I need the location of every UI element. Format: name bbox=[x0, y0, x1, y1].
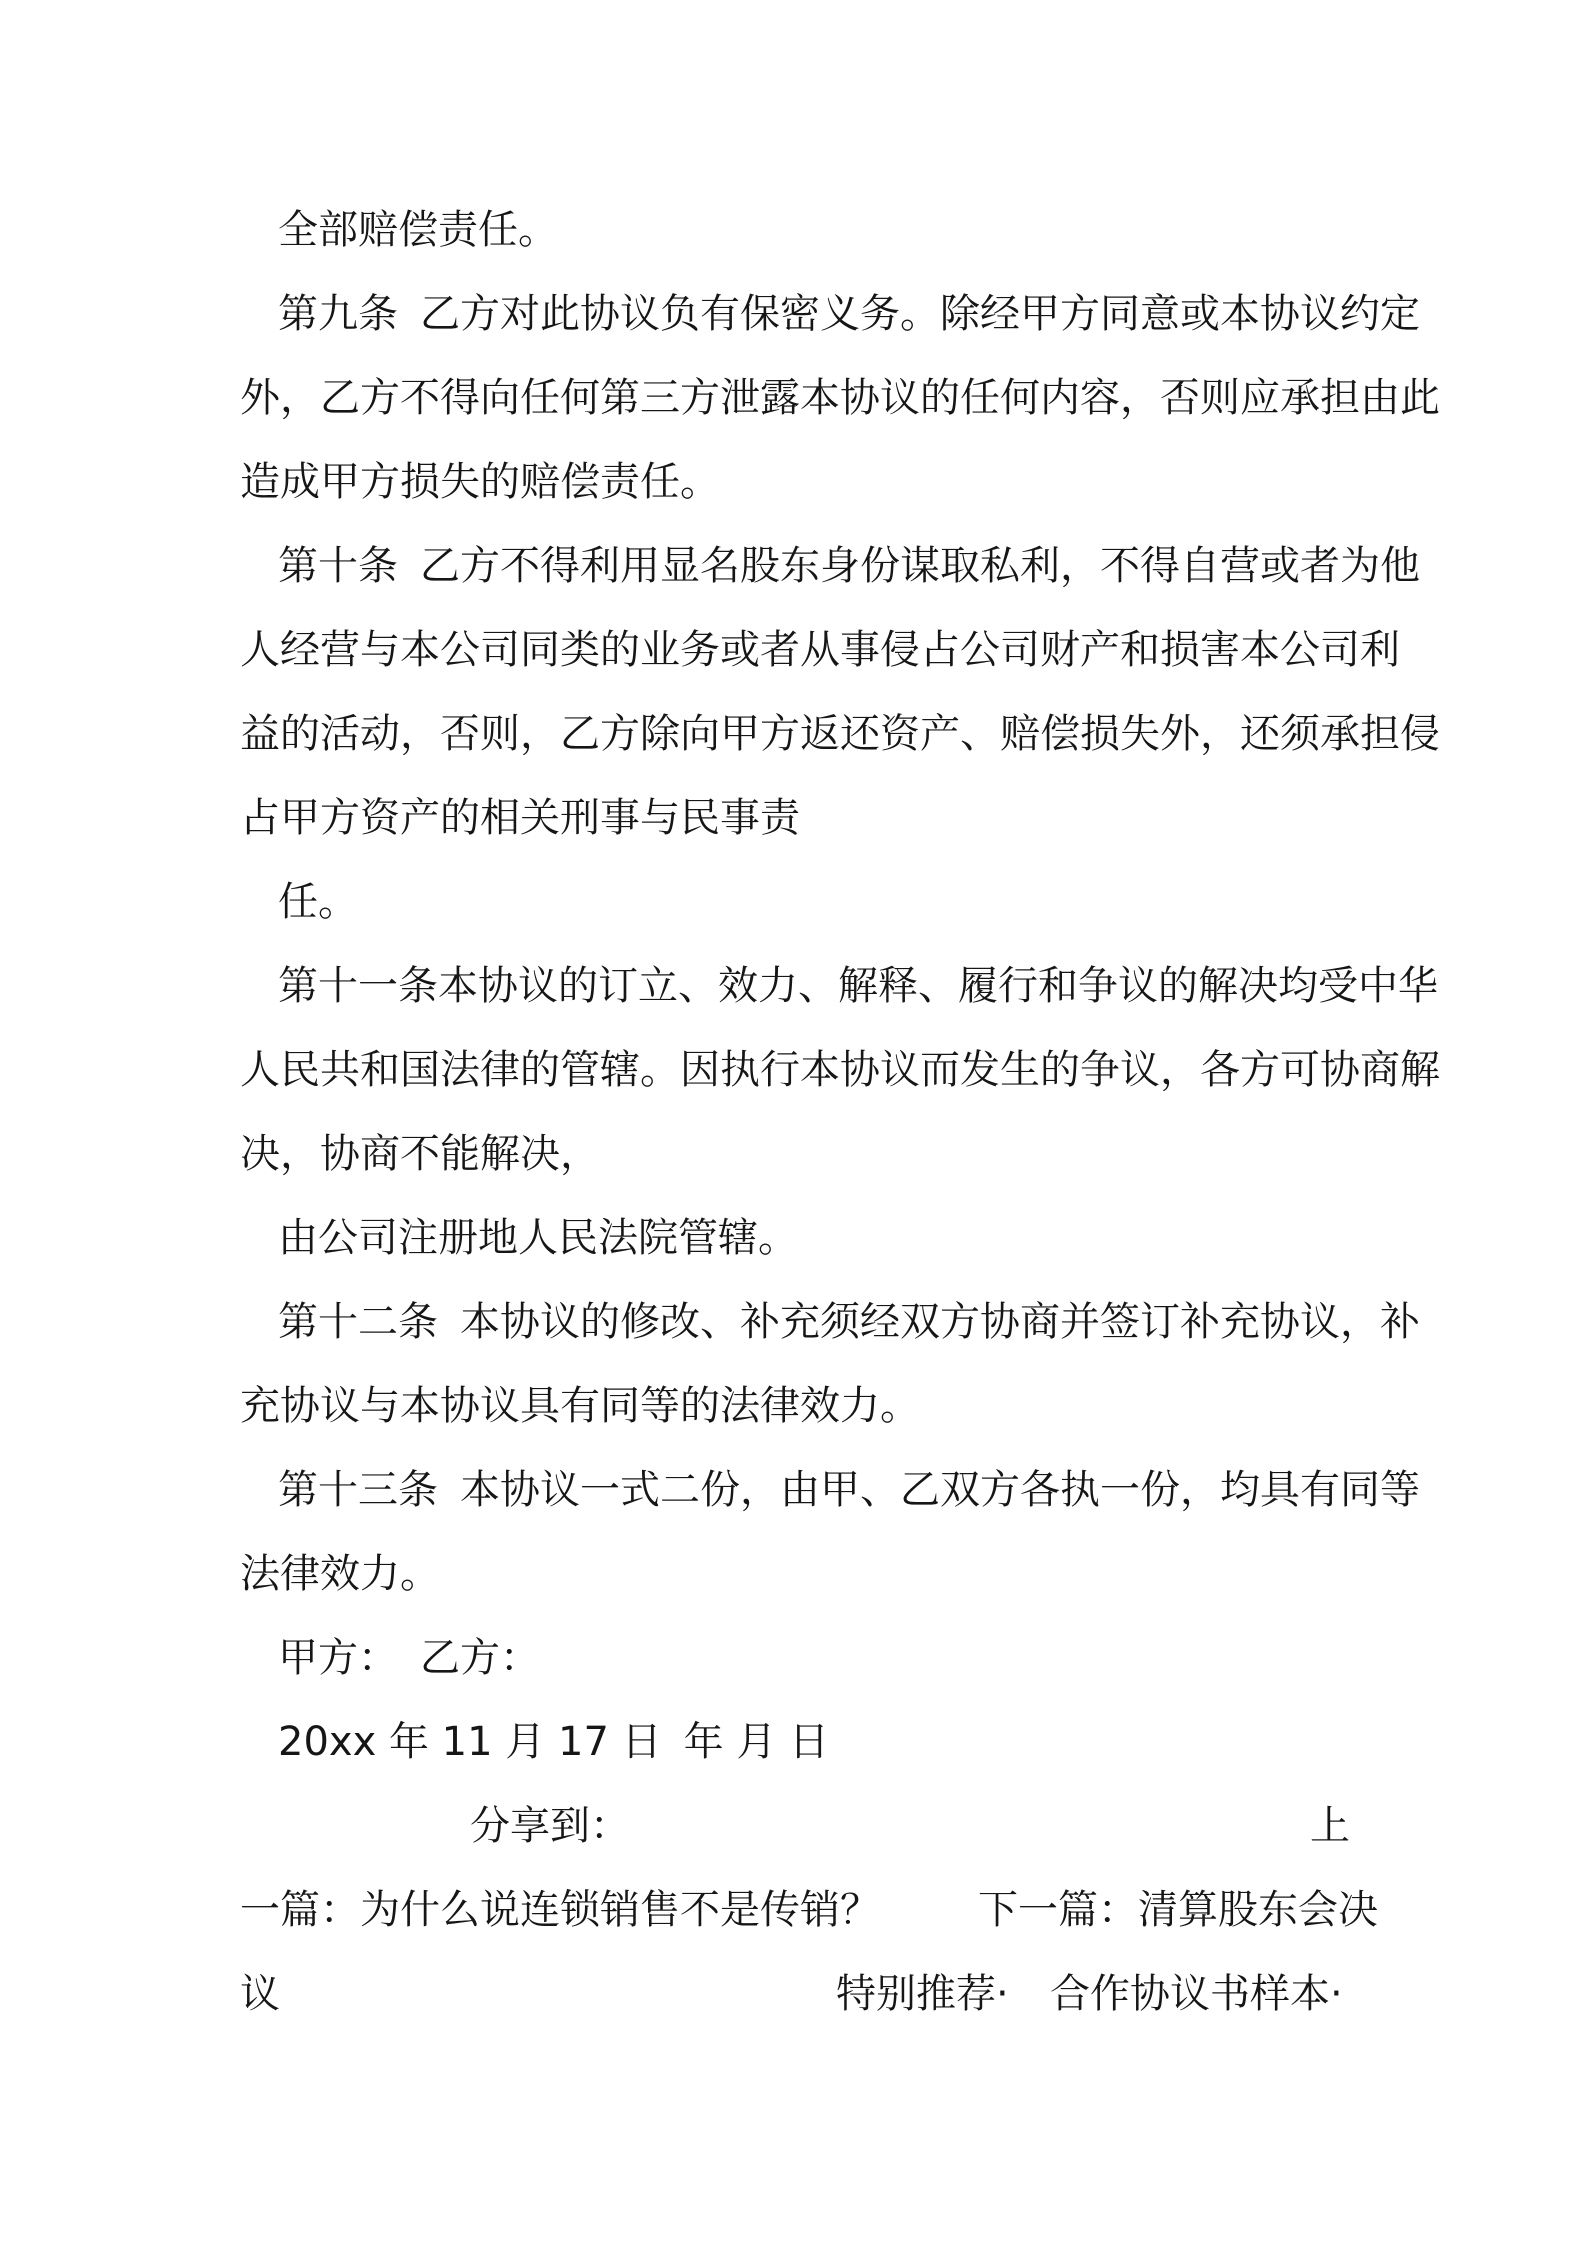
paragraph-line: 造成甲方损失的赔偿责任。 bbox=[240, 459, 720, 505]
article-13-text: 本协议一式二份，由甲、乙双方各执一份，均具有同等 bbox=[460, 1467, 1420, 1513]
recommend-label: 特别推荐· bbox=[836, 1971, 1009, 2017]
paragraph-line: 占甲方资产的相关刑事与民事责 bbox=[240, 795, 800, 841]
paragraph-line: 外，乙方不得向任何第三方泄露本协议的任何内容，否则应承担由此 bbox=[240, 375, 1440, 421]
paragraph-line: 益的活动，否则，乙方除向甲方返还资产、赔偿损失外，还须承担侵 bbox=[240, 711, 1440, 757]
article-13-line-1 bbox=[278, 1448, 1420, 1532]
article-9-text: 乙方对此协议负有保密义务。除经甲方同意或本协议约定 bbox=[420, 291, 1420, 337]
next-article-link[interactable]: 下一篇：清算股东会决 bbox=[978, 1887, 1378, 1933]
paragraph-line: 人民共和国法律的管辖。因执行本协议而发生的争议，各方可协商解 bbox=[240, 1047, 1440, 1093]
paragraph-line: 由公司注册地人民法院管辖。 bbox=[278, 1215, 798, 1261]
paragraph-line: 充协议与本协议具有同等的法律效力。 bbox=[240, 1383, 920, 1429]
recommend-link[interactable]: 合作协议书样本· bbox=[1050, 1971, 1343, 2017]
signature-date bbox=[278, 1700, 1388, 1784]
paragraph-line: 任。 bbox=[278, 879, 358, 925]
paragraph-line: 第十一条本协议的订立、效力、解释、履行和争议的解决均受中华 bbox=[278, 963, 1438, 1009]
article-12-line-1 bbox=[278, 1280, 1420, 1364]
paragraph-line: 人经营与本公司同类的业务或者从事侵占公司财产和损害本公司利 bbox=[240, 627, 1400, 673]
paragraph-line: 法律效力。 bbox=[240, 1551, 440, 1597]
article-10-line-1 bbox=[278, 524, 1420, 608]
prev-article-prefix[interactable]: 上 bbox=[1310, 1803, 1350, 1849]
party-b-label: 乙方： bbox=[420, 1635, 540, 1681]
paragraph-line: 全部赔偿责任。 bbox=[278, 207, 558, 253]
article-9-line-1 bbox=[278, 272, 1420, 356]
next-article-link-continued[interactable]: 议 bbox=[240, 1971, 280, 2017]
signature-parties bbox=[278, 1616, 1388, 1700]
date-filled: 20xx 年 11 月 17 日 bbox=[278, 1719, 662, 1765]
prev-article-link[interactable]: 一篇：为什么说连锁销售不是传销？ bbox=[240, 1887, 880, 1933]
paragraph-line: 决，协商不能解决， bbox=[240, 1131, 600, 1177]
party-a-label: 甲方： bbox=[278, 1635, 398, 1681]
article-12-text: 本协议的修改、补充须经双方协商并签订补充协议，补 bbox=[460, 1299, 1420, 1345]
date-blank: 年 月 日 bbox=[683, 1719, 830, 1765]
article-12-heading: 第十二条 bbox=[278, 1299, 438, 1345]
article-10-heading: 第十条 bbox=[278, 543, 398, 589]
article-13-heading: 第十三条 bbox=[278, 1467, 438, 1513]
share-label: 分享到： bbox=[470, 1803, 630, 1849]
article-9-heading: 第九条 bbox=[278, 291, 398, 337]
article-10-text: 乙方不得利用显名股东身份谋取私利，不得自营或者为他 bbox=[420, 543, 1420, 589]
